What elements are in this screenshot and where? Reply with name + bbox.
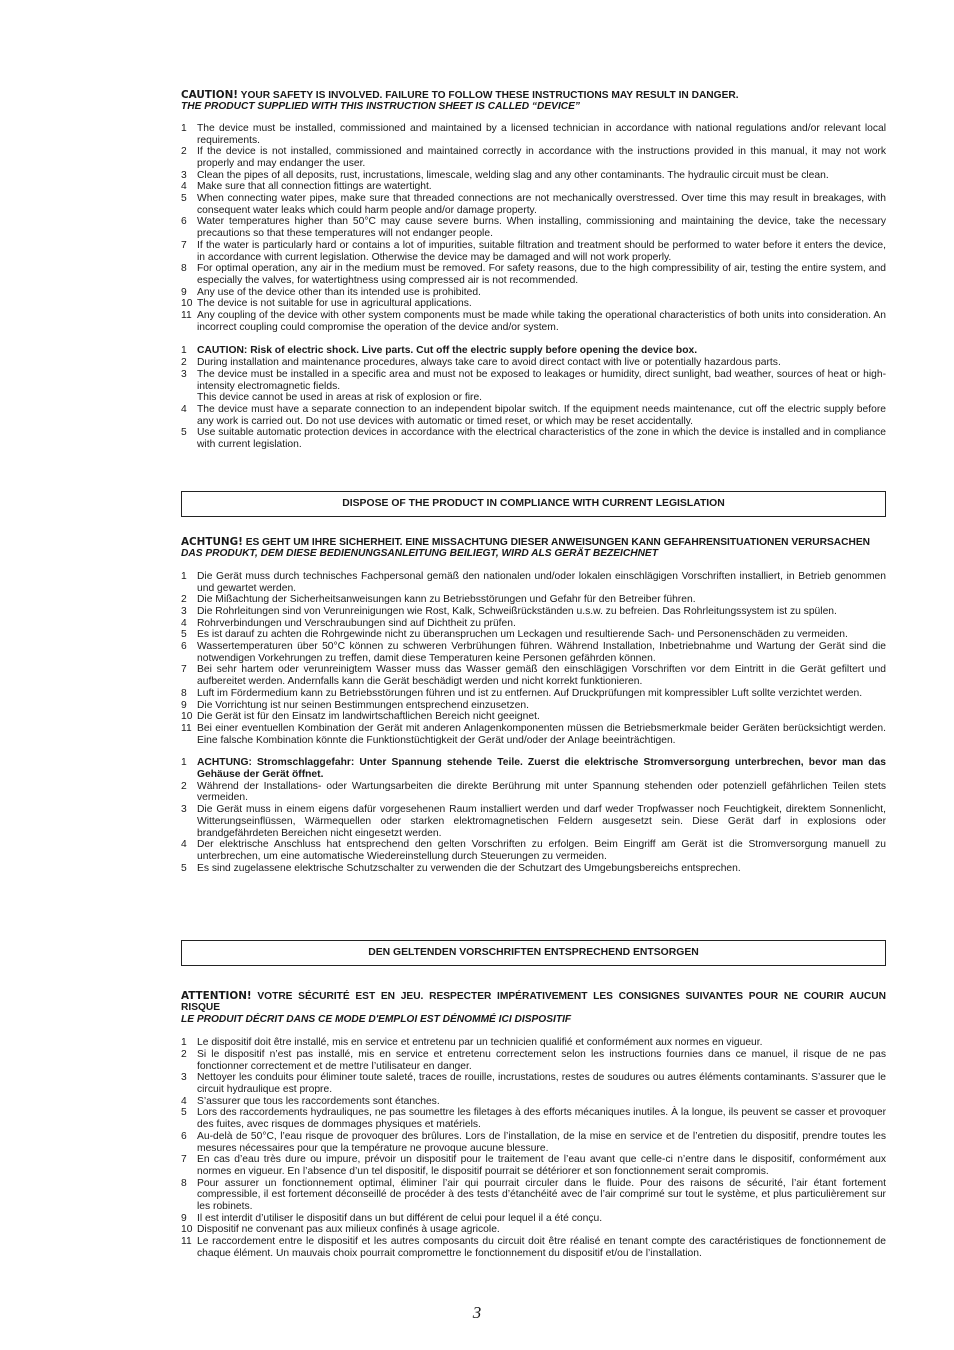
electrical-list-en [181,345,886,450]
list-item [181,263,886,286]
item-text: The device must be installed in a specific area and must not be exposed to leakages or humidity, direct sunlight, bad weather, sources of heat or high-intensity electromagnetic fields. This device cannot be used in areas at risk of explosion or fire. [197,368,886,404]
list-item [181,1224,886,1236]
item-text: CAUTION: Risk of electric shock. Live parts. Cut off the electric supply before opening the device box. [197,345,698,357]
item-text: Bei sehr hartem oder verunreinigtem Wasser muss das Wasser gemäß den einschlägigen Vorschriften vor dem Eintritt in die Gerät gefiltert und aufbereitet werden. Andernfalls kann die Gerät beschädigt werden und nicht korrekt funktionieren. [197,664,886,688]
dispose-box-en: DISPOSE OF THE PRODUCT IN COMPLIANCE WITH CURRENT LEGISLATION [181,491,886,517]
item-text: Es sind zugelassene elektrische Schutzschalter zu verwenden die der Schutzart des Umgebungsbereichs entsprechen. [197,862,741,874]
item-number: 1 [181,345,187,357]
item-text: Pour assurer un fonctionnement optimal, éliminer l’air qui pourrait circuler dans le fluide. Pour des raisons de sécurité, l’air étant fortement compressible, il est fortement déconseillé de procéder à des tests d’étanchéité avec de l’air comprimé sur tout le système, et plus particulièrement sur les robinets. [197,1177,886,1213]
list-item [181,1236,886,1259]
section-en [181,90,886,451]
item-number: 5 [181,1107,187,1119]
item-text: En cas d’eau très dure ou impure, prévoir un dispositif pour le traitement de l’eau avant que celle-ci n’entre dans le dispositif, conformément aux normes en vigueur. En l’absence d’un tel dispositif, le dispositif pourrait se détériorer et son fonctionnement serait compromis. [197,1154,886,1177]
caution-text-de: ES GEHT UM IHRE SICHERHEIT. EINE MISSACHTUNG DIESER ANWEISUNGEN KANN GEFAHRENSITUATIONEN VERURSACHEN [245,537,871,548]
item-number: 2 [181,146,187,158]
item-text: If the device is not installed, commissioned and maintained correctly in accordance with the instructions provided in this manual, it may not work properly and may endanger the user. [197,146,886,169]
list-item [181,193,886,216]
list-item [181,1154,886,1177]
list-item [181,1096,886,1108]
item-text: Water temperatures higher than 50°C may cause severe burns. When installing, commissioning and maintaining the device, take the necessary precautions so that these temperatures will not endanger people. [197,216,886,240]
list-item [181,1107,886,1130]
list-item [181,700,886,712]
item-number: 2 [181,1048,187,1060]
item-text: Die Rohrleitungen sind von Verunreinigungen wie Rost, Kalk, Schweißrückständen u.s.w. zu befreien. Das Rohrleitungssystem ist zu spülen. [197,605,837,617]
caution-text-en: YOUR SAFETY IS INVOLVED. FAILURE TO FOLLOW THESE INSTRUCTIONS MAY RESULT IN DANGER. [240,90,739,101]
item-text: Bei einer eventuellen Kombination der Gerät mit anderen Anlagenkomponenten müssen die Betriebsmerkmale beider Geräten berücksichtigt werden. Eine falsche Kombination könnte die Funktionstüchtigkeit der Gerät und/oder der Anlage beeinträchtigen. [197,722,886,746]
item-number: 2 [181,780,187,792]
item-number: 6 [181,216,187,228]
item-text: Rohrverbindungen und Verschraubungen sind auf Dichtheit zu prüfen. [197,617,516,629]
electrical-list-de [181,757,886,874]
list-item [181,571,886,594]
item-text: Si le dispositif n’est pas installé, mis en service et entretenu correctement selon les instructions fournies dans ce manuel, il risque de ne pas fonctionner correctement et de mettre l’utilisateur en danger. [197,1048,886,1072]
item-text: Dispositif ne convenant pas aux milieux confinés à usage agricole. [197,1224,500,1236]
list-item [181,1178,886,1213]
item-number: 3 [181,169,187,181]
item-text: Any coupling of the device with other system components must be made while taking the operational characteristics of both units into consideration. An incorrect coupling could compromise the operation of the device and/or system. [197,310,886,333]
item-text: Il est interdit d’utiliser le dispositif dans un but différent de celui pour lequel il a été conçu. [197,1212,603,1224]
list-item [181,170,886,182]
dispose-box-de: DEN GELTENDEN VORSCHRIFTEN ENTSPRECHEND ENTSORGEN [181,940,886,966]
item-number: 4 [181,617,187,629]
caution-keyword-en: CAUTION! [181,89,239,101]
section-de [181,537,886,874]
page-number: 3 [472,1303,482,1322]
item-number: 1 [181,570,187,582]
list-item [181,723,886,746]
item-text: Die Gerät ist für den Einsatz im landwirtschaftlichen Bereich nicht geeignet. [197,711,540,723]
item-number: 4 [181,839,187,851]
item-text: The device must have a separate connection to an independent bipolar switch. If the equipment needs maintenance, cut off the electric supply before any work is carried out. Do not use devices with automatic or timed reset, or which may be reset accidentally. [197,403,886,427]
safety-list-en [181,123,886,334]
caution-keyword-fr: ATTENTION! [181,990,252,1002]
list-item [181,688,886,700]
caution-subtitle-fr: LE PRODUIT DÉCRIT DANS CE MODE D'EMPLOI EST DÉNOMMÉ ICI DISPOSITIF [181,1013,572,1025]
list-item [181,781,886,804]
list-item [181,839,886,862]
caution-text-fr: VOTRE SÉCURITÉ EST EN JEU. RESPECTER IMPÉRATIVEMENT LES CONSIGNES SUIVANTES POUR NE COURIR AUCUN RISQUE [181,991,886,1014]
item-text: Es ist darauf zu achten die Rohrgewinde nicht zu überanspruchen um Leckagen und resultierende Sach- und Personenschäden zu vermeiden. [197,629,848,641]
item-number: 7 [181,239,187,251]
item-number: 8 [181,687,187,699]
item-number: 8 [181,1177,187,1189]
item-number: 9 [181,699,187,711]
item-text: During installation and maintenance procedures, always take care to avoid direct contact with live or potentially hazardous parts. [197,357,781,369]
list-item [181,427,886,450]
item-number: 4 [181,181,187,193]
item-number: 10 [181,711,193,723]
list-item [181,1213,886,1225]
caution-heading-fr [181,991,886,1025]
item-number: 6 [181,641,187,653]
list-item [181,618,886,630]
item-text: Au-delà de 50°C, l’eau risque de provoquer des brûlures. Lors de l’installation, de la mise en service et de l’entretien du dispositif, prendre toutes les mesures nécessaires pour que la température ne provoque aucune blessure. [197,1130,886,1154]
item-number: 4 [181,403,187,415]
list-item [181,123,886,146]
item-text: Wassertemperaturen über 50°C können zu schweren Verbrühungen führen. Während Installation, Inbetriebnahme und Wartung der Gerät sind die notwendigen Vorkehrungen zu treffen, damit diese Temperaturen keine Personen gefährden können. [197,641,886,664]
item-number: 9 [181,1212,187,1224]
caution-heading-en [181,90,886,113]
list-item [181,1072,886,1095]
list-item [181,181,886,193]
item-number: 1 [181,757,187,769]
item-number: 8 [181,263,187,275]
list-item [181,1049,886,1072]
item-text: Die Gerät muss in einem eigens dafür vorgesehenen Raum installiert werden und darf weder Tropfwasser noch Feuchtigkeit, direktem Sonnenlicht, Witterungseinflüssen, Wärmequellen oder starken elektromagnetischen Feldern ausgesetzt sein. Diese Gerät darf in explosions oder brandgefährdeten Bereichen nicht eingesetzt werden. [197,804,886,839]
item-text: Use suitable automatic protection devices in accordance with the electrical characteristics of the zone in which the device is installed and in compliance with current legislation. [197,427,886,451]
item-number: 11 [181,1236,192,1248]
list-item [181,357,886,369]
item-number: 7 [181,1154,187,1166]
item-text: Luft im Fördermedium kann zu Betriebsstörungen führen und ist zu entfernen. Auf Druckprüfungen mit kompressibler Luft sollte verzichtet werden. [197,687,863,699]
item-text: Le dispositif doit être installé, mis en service et entretenu par un technicien qualifié et conformément aux normes en vigueur. [197,1037,763,1049]
caution-keyword-de: ACHTUNG! [181,536,243,548]
item-text: The device must be installed, commissioned and maintained by a licensed technician in accordance with national regulations and/or relevant local requirements. [197,122,886,146]
item-text: For optimal operation, any air in the medium must be removed. For safety reasons, due to the high compressibility of air, testing the entire system, and especially the valves, for watertightness using compressed air is not recommended. [197,263,886,286]
caution-subtitle-de: DAS PRODUKT, DEM DIESE BEDIENUNGSANLEITUNG BEILIEGT, WIRD ALS GERÄT BEZEICHNET [181,548,658,560]
item-number: 9 [181,286,187,298]
item-text: Die Vorrichtung ist nur seinen Bestimmungen entsprechend einzusetzen. [197,699,529,711]
item-number: 4 [181,1095,187,1107]
item-number: 6 [181,1130,187,1142]
section-fr [181,991,886,1260]
item-number: 10 [181,1224,193,1236]
list-item [181,404,886,427]
item-number: 1 [181,122,187,134]
list-item [181,629,886,641]
item-text: The device is not suitable for use in agricultural applications. [197,298,472,310]
item-text: Die Gerät muss durch technisches Fachpersonal gemäß den nationalen und/oder lokalen einschlägigen Vorschriften installiert, in Betrieb genommen und gewartet werden. [197,570,886,594]
item-text: Lors des raccordements hydrauliques, ne pas soumettre les filetages à des efforts mécaniques inutiles. À la longue, ils peuvent se casser et provoquer des fuites, avec risques de dommages physiques et matériels. [197,1107,886,1131]
list-item [181,345,886,357]
item-number: 7 [181,664,187,676]
item-text: When connecting water pipes, make sure that threaded connections are not mechanically overstressed. Over time this may result in breakages, with consequent water leaks which could harm people and/or damage property. [197,193,886,216]
item-text: If the water is particularly hard or contains a lot of impurities, suitable filtration and treatment should be performed to water before it enters the device, in accordance with current legislation. Otherwise the device may be damaged and will not work properly. [197,239,886,263]
item-text: Der elektrische Anschluss hat entsprechend den gelten Vorschriften zu erfolgen. Beim Eingriff am Gerät ist die Stromversorgung manuell zu unterbrechen, um eine automatische Wiedereinstellung durch Steuerungen zu vermeiden. [197,839,886,862]
list-item [181,1037,886,1049]
item-number: 5 [181,193,187,205]
item-number: 5 [181,862,187,874]
item-number: 3 [181,605,187,617]
item-number: 11 [181,722,192,734]
item-text: Le raccordement entre le dispositif et les autres composants du circuit doit être réalisé en tenant compte des caractéristiques de fonctionnement de chaque élément. Un mauvais choix pourrait compromettre le fonctionnement du dispositif et/ou de l’installation. [197,1236,886,1259]
item-number: 3 [181,368,187,380]
item-number: 2 [181,357,187,369]
list-item [181,287,886,299]
item-number: 3 [181,804,187,816]
list-item [181,804,886,839]
caution-heading-de [181,537,886,560]
item-text: Clean the pipes of all deposits, rust, incrustations, limescale, welding slag and any other contaminants. The hydraulic circuit must be clean. [197,169,829,181]
list-item [181,369,886,404]
item-text: Any use of the device other than its intended use is prohibited. [197,286,481,298]
safety-list-de [181,571,886,747]
list-item [181,298,886,310]
list-item [181,711,886,723]
safety-list-fr [181,1037,886,1259]
item-number: 11 [181,310,192,322]
item-text: Die Mißachtung der Sicherheitsanweisungen kann zu Betriebsstörungen und Gefahr für den Betreiber führen. [197,594,696,606]
item-number: 5 [181,629,187,641]
item-text: Während der Installations- oder Wartungsarbeiten die direkte Berührung mit unter Spannung stehenden oder potenziell gefährlichen Teilen stets vermeiden. [197,780,886,804]
list-item [181,240,886,263]
list-item [181,664,886,687]
caution-subtitle-en: THE PRODUCT SUPPLIED WITH THIS INSTRUCTION SHEET IS CALLED “DEVICE” [181,101,581,113]
item-text: Make sure that all connection fittings are watertight. [197,181,432,193]
list-item [181,863,886,875]
list-item [181,641,886,664]
item-number: 5 [181,427,187,439]
list-item [181,606,886,618]
list-item [181,757,886,780]
list-item [181,146,886,169]
list-item [181,594,886,606]
list-item [181,216,886,239]
item-number: 1 [181,1037,187,1049]
item-text: Nettoyer les conduits pour éliminer toute saleté, traces de rouille, incrustations, restes de soudures ou autres éléments contaminants. S’assurer que le circuit hydraulique est propre. [197,1072,886,1096]
item-number: 3 [181,1072,187,1084]
list-item [181,1131,886,1154]
item-number: 2 [181,594,187,606]
item-text: ACHTUNG: Stromschlaggefahr: Unter Spannung stehende Teile. Zuerst die elektrische Stromversorgung unterbrechen, bevor man das Gehäuse der Gerät öffnet. [197,757,886,781]
item-number: 10 [181,298,193,310]
list-item [181,310,886,333]
item-text: S’assurer que tous les raccordements sont étanches. [197,1095,440,1107]
